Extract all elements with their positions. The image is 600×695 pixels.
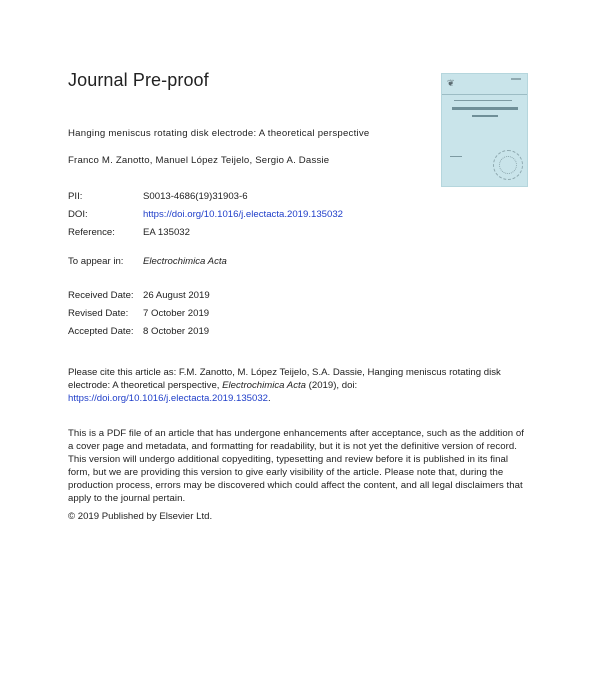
pii-label: PII: xyxy=(68,191,83,202)
accepted-date-value: 8 October 2019 xyxy=(143,326,210,337)
citation-journal: Electrochimica Acta xyxy=(222,379,307,391)
article-authors: Franco M. Zanotto, Manuel López Teijelo, Sergio A. Dassie xyxy=(68,155,330,166)
cover-title-line xyxy=(472,115,498,117)
journal-status-heading: Journal Pre-proof xyxy=(68,70,209,90)
citation-paragraph xyxy=(68,367,528,406)
cover-title-line xyxy=(452,107,518,110)
revised-date-label: Revised Date: xyxy=(68,308,129,319)
journal-name: Electrochimica Acta xyxy=(143,256,227,267)
reference-value: EA 135032 xyxy=(143,227,190,238)
reference-label: Reference: xyxy=(68,227,115,238)
revised-date-value: 7 October 2019 xyxy=(143,308,210,319)
cover-text-line xyxy=(454,100,512,101)
pii-value: S0013-4686(19)31903-6 xyxy=(143,191,248,202)
accepted-date-label: Accepted Date: xyxy=(68,326,134,337)
cover-volume-mark xyxy=(511,78,521,80)
copyright-notice: © 2019 Published by Elsevier Ltd. xyxy=(68,511,213,522)
journal-cover-thumbnail xyxy=(441,73,528,187)
doi-label: DOI: xyxy=(68,209,88,220)
citation-text: Please cite this article as: F.M. Zanotto, M. López Teijelo, S.A. Dassie, Hanging meniscus rotating disk electrode: A theoretical perspective, xyxy=(68,367,501,391)
article-title: Hanging meniscus rotating disk electrode: A theoretical perspective xyxy=(68,128,370,139)
citation-doi-link[interactable]: https://doi.org/10.1016/j.electacta.2019.135032 xyxy=(68,392,269,404)
cover-text-line xyxy=(450,156,462,157)
received-date-label: Received Date: xyxy=(68,290,134,301)
pdf-notice-paragraph: This is a PDF file of an article that has undergone enhancements after acceptance, such as the addition of a cover page and metadata, and formatting for readability, but it is not yet the definitive version of record. This version will undergo additional copyediting, typesetting and review before it is published in its final form, but we are providing this version to give early visibility of the article. Please note that, during the production process, errors may be discovered which could affect the content, and all legal disclaimers that apply to the journal pertain. xyxy=(68,428,524,504)
citation-text: . xyxy=(268,392,271,404)
appear-in-label: To appear in: xyxy=(68,256,124,267)
received-date-value: 26 August 2019 xyxy=(143,290,210,301)
citation-text: (2019), doi: xyxy=(306,379,358,391)
cover-divider xyxy=(442,94,527,95)
cover-ornament-icon xyxy=(499,156,517,174)
doi-link[interactable]: https://doi.org/10.1016/j.electacta.2019.135032 xyxy=(143,209,344,220)
elsevier-logo-icon: ❦ xyxy=(447,78,455,88)
